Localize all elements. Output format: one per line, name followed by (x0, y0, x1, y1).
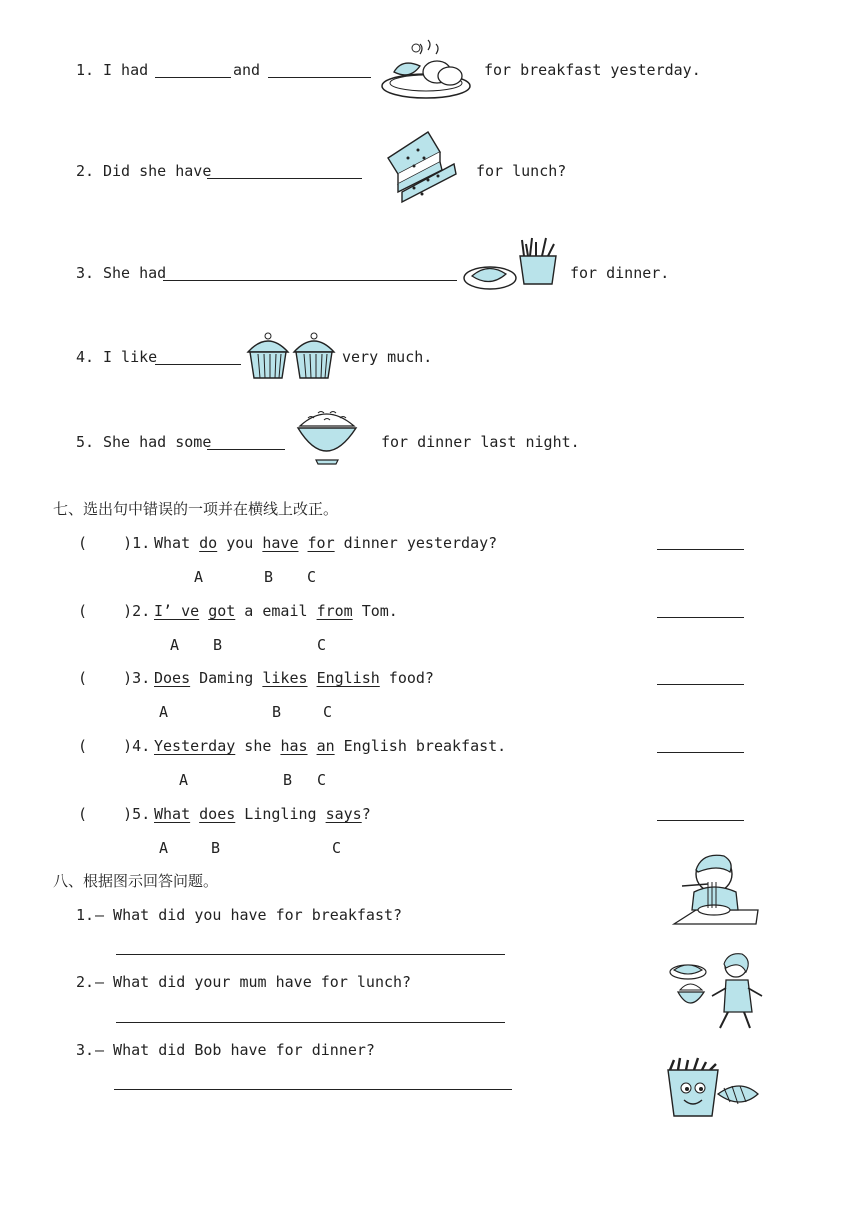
s7-q1-label-c: C (307, 568, 317, 586)
s7-q1-answer-line[interactable] (657, 549, 744, 550)
s8-q2-answer-line[interactable] (116, 1022, 505, 1023)
s7-q4-label-c: C (317, 771, 327, 789)
q5-blank[interactable] (207, 449, 285, 450)
q4-text-pre: I like (103, 348, 158, 366)
s7-q1-sentence: What do you have for dinner yesterday? (154, 534, 498, 552)
s8-q2-number: 2. (76, 973, 95, 991)
q5-text-pre: She had some (103, 433, 212, 451)
s8-q1-answer-line[interactable] (116, 954, 505, 955)
s8-q3-answer-line[interactable] (114, 1089, 512, 1090)
section8-heading: 八、根据图示回答问题。 (53, 872, 219, 890)
boy-eating-noodles-icon (668, 852, 764, 930)
q1-text-post: for breakfast yesterday. (484, 61, 701, 79)
q1-blank-2[interactable] (268, 77, 371, 78)
woman-with-fish-and-rice-icon (668, 952, 766, 1034)
q3-number: 3. (76, 264, 95, 282)
s7-q5-answer-line[interactable] (657, 820, 744, 821)
s7-q3-answer-line[interactable] (657, 684, 744, 685)
q3-text-post: for dinner. (570, 264, 670, 282)
s7-q1-label-a: A (194, 568, 204, 586)
q1-text-pre: I had (103, 61, 149, 79)
section7-heading: 七、选出句中错误的一项并在横线上改正。 (53, 500, 339, 518)
s7-q2-paren: ( )2. (78, 602, 151, 620)
s7-q4-label-a: A (179, 771, 189, 789)
s7-q3-label-c: C (323, 703, 333, 721)
eggs-and-sausage-plate-icon (380, 36, 472, 102)
fish-and-chips-icon (462, 236, 564, 294)
s7-q3-sentence: Does Daming likes English food? (154, 669, 434, 687)
q2-blank[interactable] (207, 178, 362, 179)
s7-q4-paren: ( )4. (78, 737, 151, 755)
s7-q4-label-b: B (283, 771, 293, 789)
s7-q3-label-b: B (272, 703, 282, 721)
s8-q3-number: 3. (76, 1041, 95, 1059)
s7-q2-label-a: A (170, 636, 180, 654)
q3-blank[interactable] (163, 280, 457, 281)
s7-q5-label-a: A (159, 839, 169, 857)
q2-number: 2. (76, 162, 95, 180)
q2-text-post: for lunch? (476, 162, 567, 180)
q1-number: 1. (76, 61, 95, 79)
sandwich-icon (384, 128, 464, 204)
s7-q2-sentence: I’ ve got a email from Tom. (154, 602, 398, 620)
s7-q1-paren: ( )1. (78, 534, 151, 552)
q1-blank-1[interactable] (155, 77, 231, 78)
s7-q2-label-c: C (317, 636, 327, 654)
s7-q5-label-c: C (332, 839, 342, 857)
s7-q1-label-b: B (264, 568, 274, 586)
s7-q2-label-b: B (213, 636, 223, 654)
chips-and-fish-icon (664, 1058, 762, 1120)
s8-q1-number: 1. (76, 906, 95, 924)
q2-text-pre: Did she have (103, 162, 212, 180)
s7-q5-sentence: What does Lingling says? (154, 805, 371, 823)
q3-text-pre: She had (103, 264, 167, 282)
s7-q2-answer-line[interactable] (657, 617, 744, 618)
s7-q4-answer-line[interactable] (657, 752, 744, 753)
s7-q3-paren: ( )3. (78, 669, 151, 687)
s8-q3-question: — What did Bob have for dinner? (95, 1041, 375, 1059)
q5-text-post: for dinner last night. (381, 433, 580, 451)
s7-q5-paren: ( )5. (78, 805, 151, 823)
s8-q2-question: — What did your mum have for lunch? (95, 973, 412, 991)
q5-number: 5. (76, 433, 95, 451)
s7-q4-sentence: Yesterday she has an English breakfast. (154, 737, 507, 755)
rice-bowl-icon (296, 404, 358, 466)
s7-q5-label-b: B (211, 839, 221, 857)
s7-q3-label-a: A (159, 703, 169, 721)
cupcakes-icon (244, 328, 342, 382)
q1-text-mid: and (233, 61, 261, 79)
q4-number: 4. (76, 348, 95, 366)
q4-text-post: very much. (342, 348, 433, 366)
q4-blank[interactable] (155, 364, 241, 365)
s8-q1-question: — What did you have for breakfast? (95, 906, 403, 924)
